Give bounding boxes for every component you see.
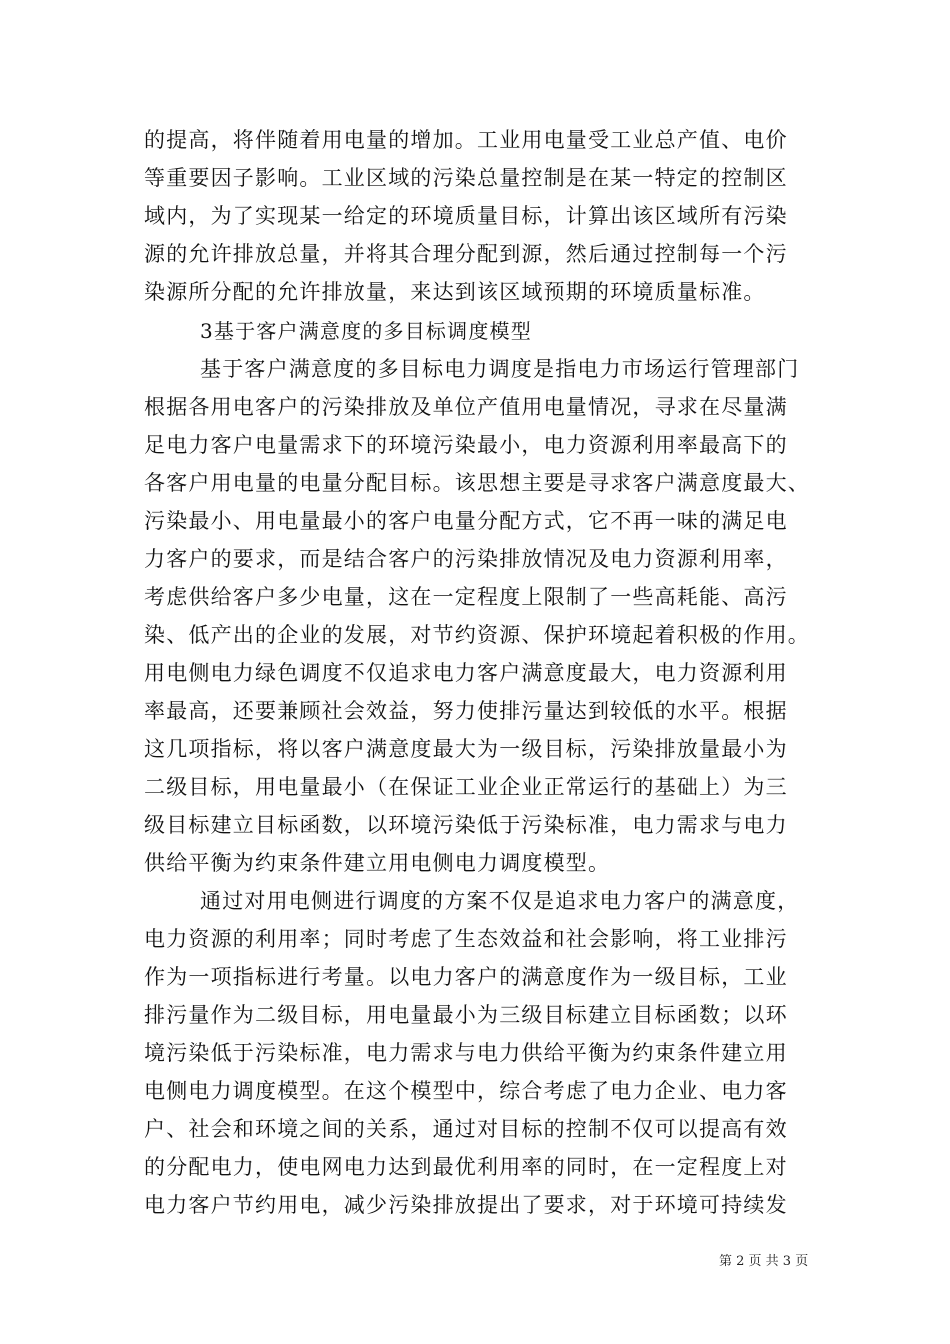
body-line: 通过对用电侧进行调度的方案不仅是追求电力客户的满意度，: [200, 889, 800, 913]
body-line: 作为一项指标进行考量。以电力客户的满意度作为一级目标，工业: [144, 965, 788, 989]
body-line: 二级目标，用电量最小（在保证工业企业正常运行的基础上）为三: [144, 775, 788, 799]
body-line: 染、低产出的企业的发展，对节约资源、保护环境起着积极的作用。: [144, 623, 810, 647]
body-line: 根据各用电客户的污染排放及单位产值用电量情况，寻求在尽量满: [144, 395, 788, 419]
body-line: 力客户的要求，而是结合客户的污染排放情况及电力资源利用率，: [144, 547, 788, 571]
body-line: 足电力客户电量需求下的环境污染最小，电力资源利用率最高下的: [144, 433, 788, 457]
body-line: 考虑供给客户多少电量，这在一定程度上限制了一些高耗能、高污: [144, 585, 788, 609]
body-line: 各客户用电量的电量分配目标。该思想主要是寻求客户满意度最大、: [144, 471, 810, 495]
body-line: 污染最小、用电量最小的客户电量分配方式，它不再一味的满足电: [144, 509, 788, 533]
section-heading: 3基于客户满意度的多目标调度模型: [200, 319, 532, 343]
body-line: 染源所分配的允许排放量，来达到该区域预期的环境质量标准。: [144, 280, 766, 304]
body-line: 供给平衡为约束条件建立用电侧电力调度模型。: [144, 851, 611, 875]
body-line: 的分配电力，使电网电力达到最优利用率的同时，在一定程度上对: [144, 1155, 788, 1179]
body-line: 基于客户满意度的多目标电力调度是指电力市场运行管理部门: [200, 357, 800, 381]
body-line: 源的允许排放总量，并将其合理分配到源，然后通过控制每一个污: [144, 242, 788, 266]
body-line: 电力客户节约用电，减少污染排放提出了要求，对于环境可持续发: [144, 1193, 788, 1217]
body-line: 率最高，还要兼顾社会效益，努力使排污量达到较低的水平。根据: [144, 699, 788, 723]
body-line: 户、社会和环境之间的关系，通过对目标的控制不仅可以提高有效: [144, 1117, 788, 1141]
body-line: 的提高，将伴随着用电量的增加。工业用电量受工业总产值、电价: [144, 128, 788, 152]
body-line: 排污量作为二级目标，用电量最小为三级目标建立目标函数；以环: [144, 1003, 788, 1027]
body-line: 境污染低于污染标准，电力需求与电力供给平衡为约束条件建立用: [144, 1041, 788, 1065]
page-number: 第 2 页 共 3 页: [719, 1254, 809, 1269]
body-line: 级目标建立目标函数，以环境污染低于污染标准，电力需求与电力: [144, 813, 788, 837]
body-line: 电力资源的利用率；同时考虑了生态效益和社会影响，将工业排污: [144, 927, 788, 951]
body-line: 域内，为了实现某一给定的环境质量目标，计算出该区域所有污染: [144, 204, 788, 228]
body-line: 等重要因子影响。工业区域的污染总量控制是在某一特定的控制区: [144, 166, 788, 190]
body-line: 电侧电力调度模型。在这个模型中，综合考虑了电力企业、电力客: [144, 1079, 788, 1103]
body-line: 用电侧电力绿色调度不仅追求电力客户满意度最大，电力资源利用: [144, 661, 788, 685]
body-line: 这几项指标，将以客户满意度最大为一级目标，污染排放量最小为: [144, 737, 788, 761]
